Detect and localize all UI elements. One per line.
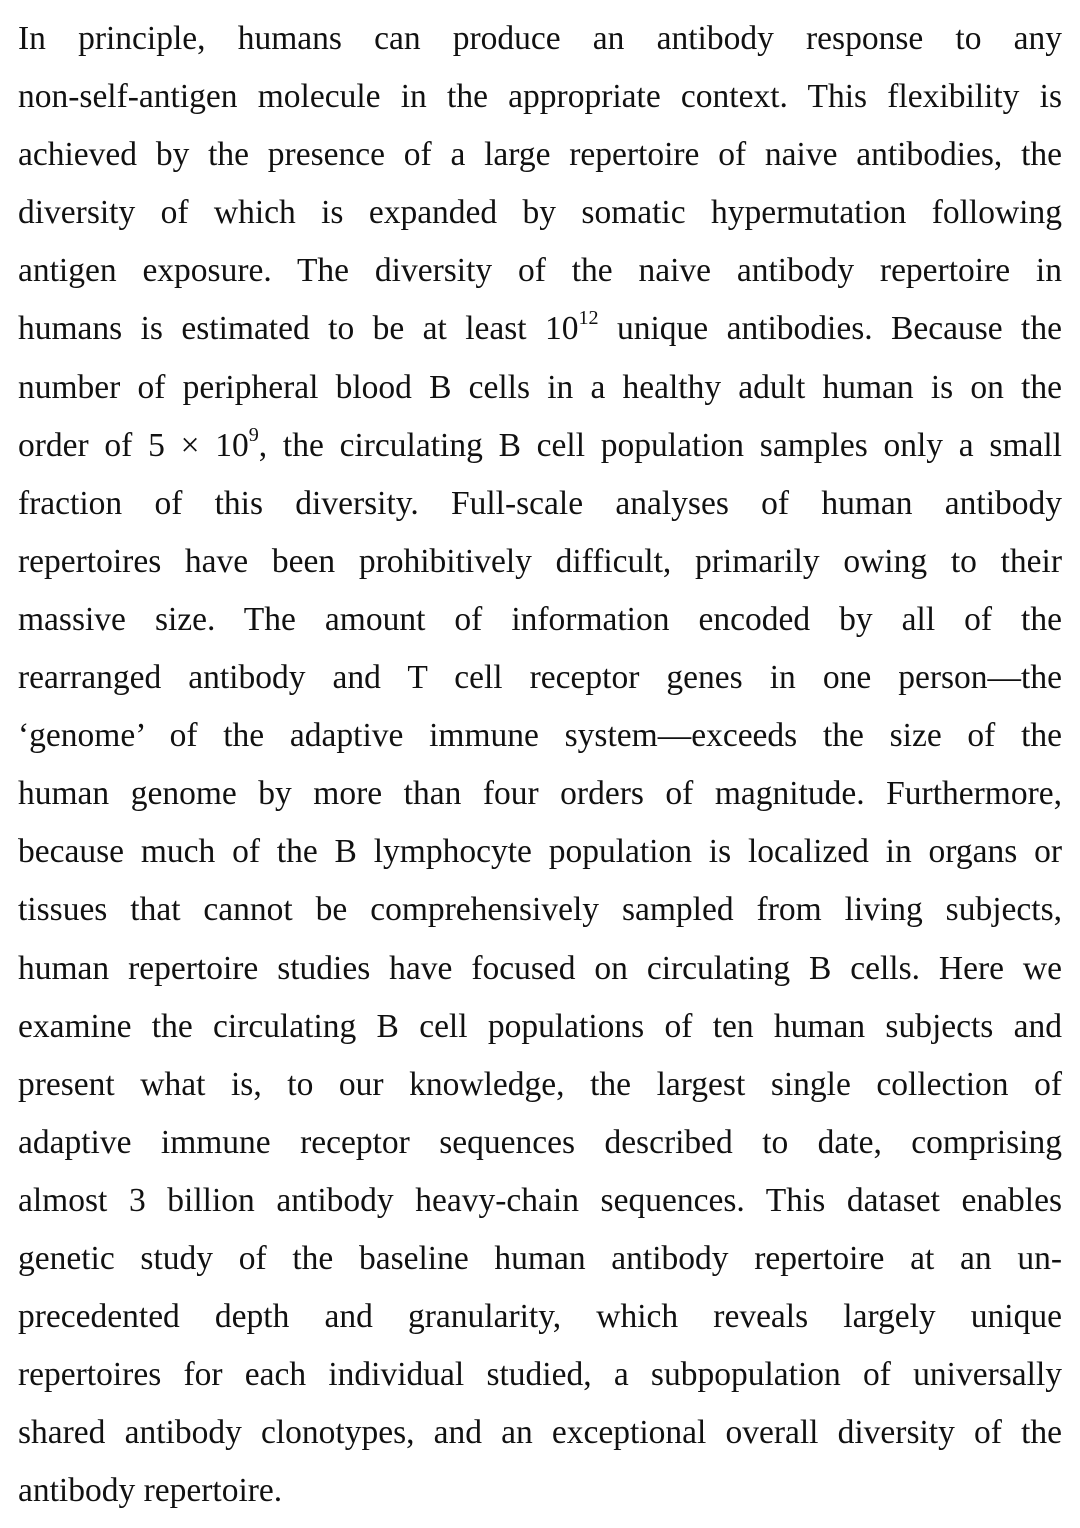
text-line: almost 3 billion antibody heavy-chain sequences. This dataset enables	[18, 1181, 1062, 1219]
text-run: humans is estimated to be at least 10	[18, 310, 579, 348]
text-line: ‘genome’ of the adaptive immune system—exceeds the size of the	[18, 717, 1062, 755]
text-line: human genome by more than four orders of magnitude. Furthermore,	[18, 775, 1062, 813]
text-line: shared antibody clonotypes, and an exceptional overall diversity of the	[18, 1414, 1062, 1452]
text-run: , the circulating B cell population samples only a small	[258, 426, 1062, 464]
text-line	[18, 417, 1062, 475]
text-run: order of 5 × 10	[18, 426, 249, 464]
text-line: antigen exposure. The diversity of the naive antibody repertoire in	[18, 252, 1062, 290]
text-line: achieved by the presence of a large repertoire of naive antibodies, the	[18, 136, 1062, 174]
text-line: fraction of this diversity. Full-scale analyses of human antibody	[18, 484, 1062, 522]
superscript-exponent: 9	[248, 423, 259, 446]
text-line: repertoires have been prohibitively difficult, primarily owing to their	[18, 542, 1062, 580]
text-line: In principle, humans can produce an antibody response to any	[18, 20, 1062, 57]
text-line: precedented depth and granularity, which reveals largely unique	[18, 1298, 1062, 1336]
text-run: unique antibodies. Because the	[598, 310, 1062, 348]
text-line: antibody repertoire.	[18, 1472, 283, 1510]
text-line: number of peripheral blood B cells in a healthy adult human is on the	[18, 368, 1062, 406]
text-line: examine the circulating B cell populations of ten human subjects and	[18, 1007, 1062, 1045]
text-line: tissues that cannot be comprehensively sampled from living subjects,	[18, 891, 1062, 929]
text-line: genetic study of the baseline human antibody repertoire at an un-	[18, 1239, 1062, 1277]
text-line: rearranged antibody and T cell receptor genes in one person—the	[18, 659, 1062, 697]
text-line: human repertoire studies have focused on circulating B cells. Here we	[18, 949, 1062, 987]
text-line: massive size. The amount of information encoded by all of the	[18, 600, 1062, 638]
text-line: adaptive immune receptor sequences described to date, comprising	[18, 1123, 1062, 1161]
text-line: diversity of which is expanded by somatic hypermutation following	[18, 194, 1062, 232]
text-line: repertoires for each individual studied, a subpopulation of universally	[18, 1356, 1062, 1394]
superscript-exponent: 12	[578, 307, 599, 330]
text-line: because much of the B lymphocyte population is localized in organs or	[18, 833, 1062, 871]
text-line: present what is, to our knowledge, the largest single collection of	[18, 1065, 1062, 1103]
text-line: non-self-antigen molecule in the appropriate context. This flexibility is	[18, 78, 1062, 116]
body-paragraph	[18, 10, 1062, 1520]
text-line	[18, 300, 1062, 358]
